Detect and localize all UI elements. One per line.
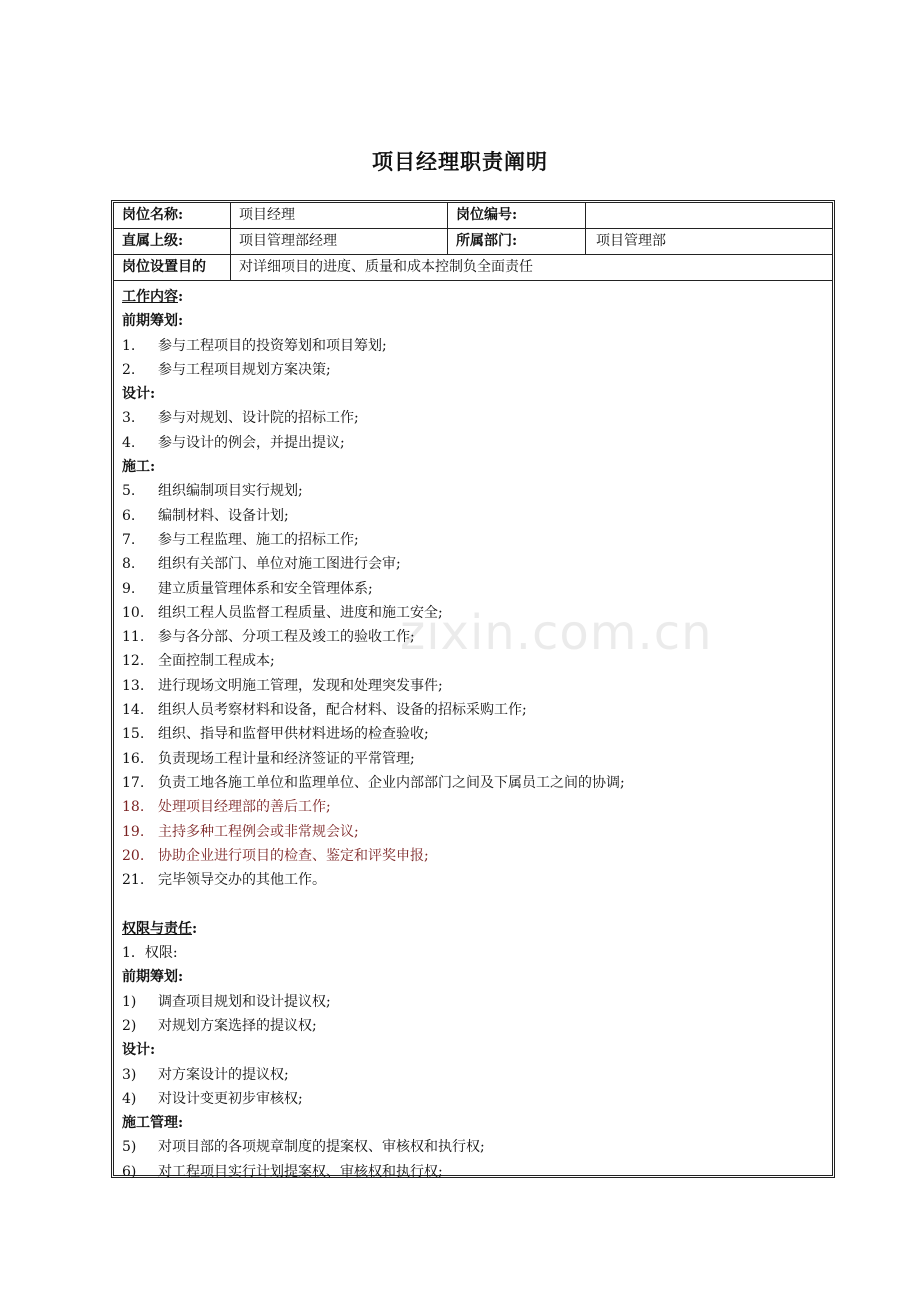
list-item (122, 431, 832, 455)
department-label: 所属部门: (448, 229, 586, 254)
list-item (122, 406, 832, 430)
list-item (122, 868, 832, 892)
item-number: 3. (122, 410, 136, 427)
supervisor-label: 直属上级: (114, 229, 231, 254)
list-item (122, 479, 832, 503)
work-content-heading-colon: : (178, 289, 184, 305)
item-number: 4) (122, 1090, 137, 1107)
department-value: 项目管理部 (596, 233, 666, 249)
item-text: 参与各分部、分项工程及竣工的验收工作; (158, 629, 415, 646)
item-number: 21. (122, 872, 145, 889)
list-item (122, 625, 832, 649)
section-title: 施工: (122, 459, 156, 476)
item-text: 负责现场工程计量和经济签证的平常管理; (158, 750, 415, 767)
item-number: 1. (122, 337, 136, 354)
item-number: 5. (122, 483, 136, 500)
watermark: zixin.com.cn (400, 605, 713, 661)
item-text: 对项目部的各项规章制度的提案权、审核权和执行权; (158, 1139, 485, 1156)
item-number: 3) (122, 1066, 137, 1083)
position-name-value: 项目经理 (231, 203, 448, 228)
item-text: 参与工程项目的投资筹划和项目筹划; (158, 337, 387, 354)
item-number: 12. (122, 653, 145, 670)
item-number: 17. (122, 774, 145, 791)
item-text: 参与设计的例会，并提出提议; (158, 434, 345, 451)
item-text: 完毕领导交办的其他工作。 (158, 872, 326, 889)
item-text: 参与对规划、设计院的招标工作; (158, 410, 359, 427)
item-text: 处理项目经理部的善后工作; (158, 799, 331, 816)
item-number: 2) (122, 1017, 137, 1034)
item-text: 参与工程监理、施工的招标工作; (158, 531, 359, 548)
item-text: 负责工地各施工单位和监理单位、企业内部部门之间及下属员工之间的协调; (158, 774, 625, 791)
blank-line (122, 892, 832, 916)
item-text: 对规划方案选择的提议权; (158, 1017, 317, 1034)
item-text: 调查项目规划和设计提议权; (158, 993, 331, 1010)
document-title: 项目经理职责阐明 (372, 149, 548, 174)
item-number: 7. (122, 531, 136, 548)
item-text: 全面控制工程成本; (158, 653, 275, 670)
content-area (114, 281, 832, 1180)
section-title: 设计: (122, 1042, 156, 1059)
position-name-label: 岗位名称: (114, 203, 231, 228)
item-text: 组织编制项目实行规划; (158, 483, 303, 500)
item-text: 组织工程人员监督工程质量、进度和施工安全; (158, 604, 443, 621)
item-number: 5) (122, 1139, 137, 1156)
item-number: 9. (122, 580, 136, 597)
list-item (122, 1063, 832, 1087)
section-title: 设计: (122, 386, 156, 403)
section-title: 前期筹划: (122, 313, 184, 330)
list-item (122, 1014, 832, 1038)
item-number: 6) (122, 1163, 137, 1180)
item-number: 15. (122, 726, 145, 743)
authority-heading-text: 权限与责任 (122, 920, 192, 937)
list-item (122, 577, 832, 601)
header-row-3 (114, 255, 832, 281)
item-number: 2. (122, 361, 136, 378)
list-item (122, 771, 832, 795)
list-item (122, 552, 832, 576)
position-code-value (586, 203, 832, 228)
list-item (122, 649, 832, 673)
list-item (122, 795, 832, 819)
purpose-value: 对详细项目的进度、质量和成本控制负全面责任 (239, 259, 533, 275)
list-item (122, 674, 832, 698)
item-number: 18. (122, 799, 145, 816)
position-code-label: 岗位编号: (448, 203, 586, 228)
item-number: 11. (122, 629, 145, 646)
authority-heading-colon: : (192, 920, 198, 937)
work-content-heading-text: 工作内容 (122, 289, 178, 305)
item-number: 6. (122, 507, 136, 524)
item-number: 13. (122, 677, 145, 694)
item-text: 协助企业进行项目的检查、鉴定和评奖申报; (158, 847, 429, 864)
item-number: 19. (122, 823, 145, 840)
list-item (122, 820, 832, 844)
item-number: 16. (122, 750, 145, 767)
list-item (122, 722, 832, 746)
item-text: 对设计变更初步审核权; (158, 1090, 303, 1107)
list-item (122, 504, 832, 528)
item-number: 4. (122, 434, 136, 451)
section-title: 前期筹划: (122, 969, 184, 986)
list-item (122, 698, 832, 722)
item-number: 14. (122, 702, 145, 719)
item-text: 主持多种工程例会或非常规会议; (158, 823, 359, 840)
purpose-label: 岗位设置目的 (114, 255, 231, 280)
item-text: 建立质量管理体系和安全管理体系; (158, 580, 373, 597)
work-content-heading (122, 285, 832, 309)
job-description-table (111, 200, 835, 1178)
item-text: 组织、指导和监督甲供材料进场的检查验收; (158, 726, 429, 743)
item-text: 对工程项目实行计划提案权、审核权和执行权; (158, 1163, 443, 1180)
item-text: 进行现场文明施工管理，发现和处理突发事件; (158, 677, 443, 694)
authority-subheading: 1．权限: (122, 945, 178, 962)
header-row-2 (114, 229, 832, 255)
section-title: 施工管理: (122, 1115, 184, 1132)
item-text: 组织有关部门、单位对施工图进行会审; (158, 556, 401, 573)
item-number: 8. (122, 556, 136, 573)
item-text: 编制材料、设备计划; (158, 507, 289, 524)
item-number: 10. (122, 604, 145, 621)
list-item (122, 358, 832, 382)
list-item (122, 747, 832, 771)
authority-heading (122, 917, 832, 941)
list-item (122, 601, 832, 625)
item-text: 组织人员考察材料和设备，配合材料、设备的招标采购工作; (158, 702, 527, 719)
list-item (122, 528, 832, 552)
header-row-1 (114, 203, 832, 229)
item-number: 20. (122, 847, 145, 864)
list-item (122, 1135, 832, 1159)
list-item (122, 1160, 832, 1184)
list-item (122, 990, 832, 1014)
supervisor-value: 项目管理部经理 (231, 229, 448, 254)
item-text: 对方案设计的提议权; (158, 1066, 289, 1083)
item-text: 参与工程项目规划方案决策; (158, 361, 331, 378)
list-item (122, 844, 832, 868)
list-item (122, 334, 832, 358)
list-item (122, 1087, 832, 1111)
item-number: 1) (122, 993, 137, 1010)
